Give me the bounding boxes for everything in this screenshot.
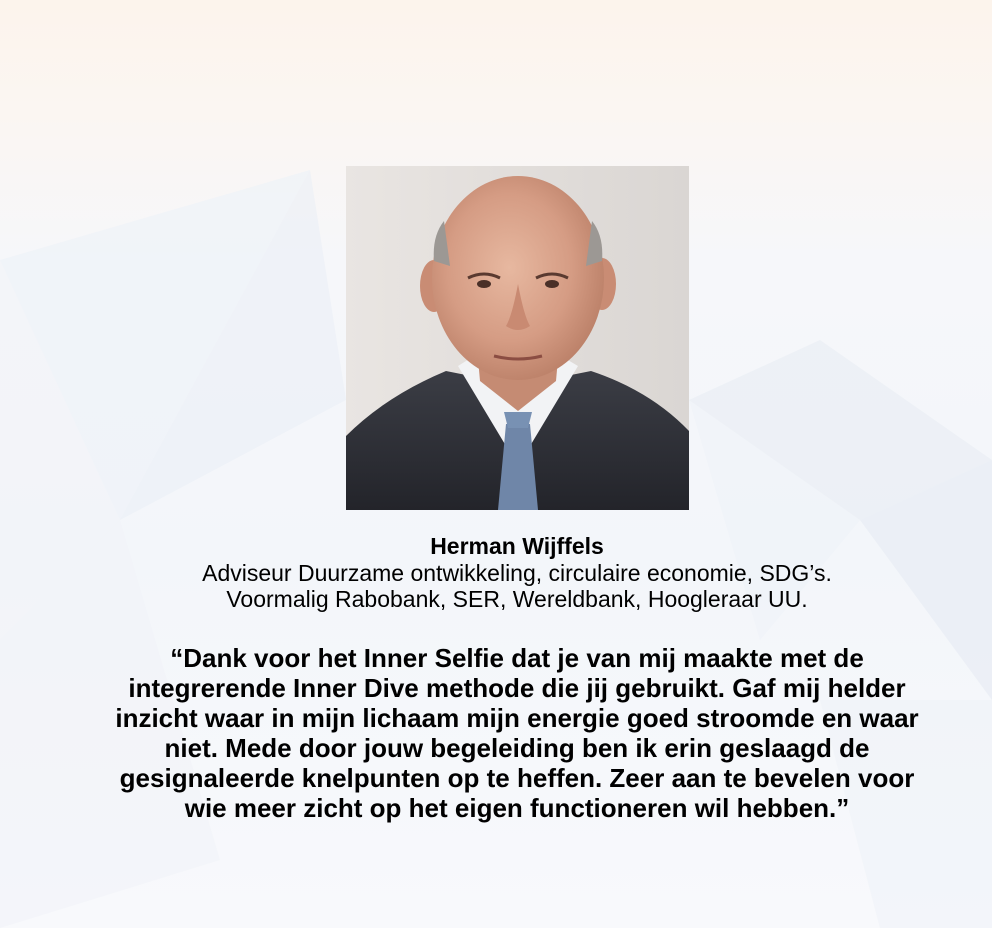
testimonial-quote: “Dank voor het Inner Selfie dat je van mij maakte met de integrerende Inner Dive methode die jij gebruikt. Gaf mij helder inzicht waar in mijn lichaam mijn energie goed stroomde en waar niet. Mede door jouw begeleiding ben ik erin geslaagd de gesignaleerde knelpunten op te heffen. Zeer aan te bevelen voor wie meer zicht op het eigen functioneren wil hebben.” xyxy=(115,643,919,823)
person-name: Herman Wijffels xyxy=(430,533,604,559)
person-role-line-1: Adviseur Duurzame ontwikkeling, circulaire economie, SDG’s. xyxy=(202,560,832,586)
portrait-photo xyxy=(346,166,689,510)
person-role-line-2: Voormalig Rabobank, SER, Wereldbank, Hoogleraar UU. xyxy=(226,586,808,612)
